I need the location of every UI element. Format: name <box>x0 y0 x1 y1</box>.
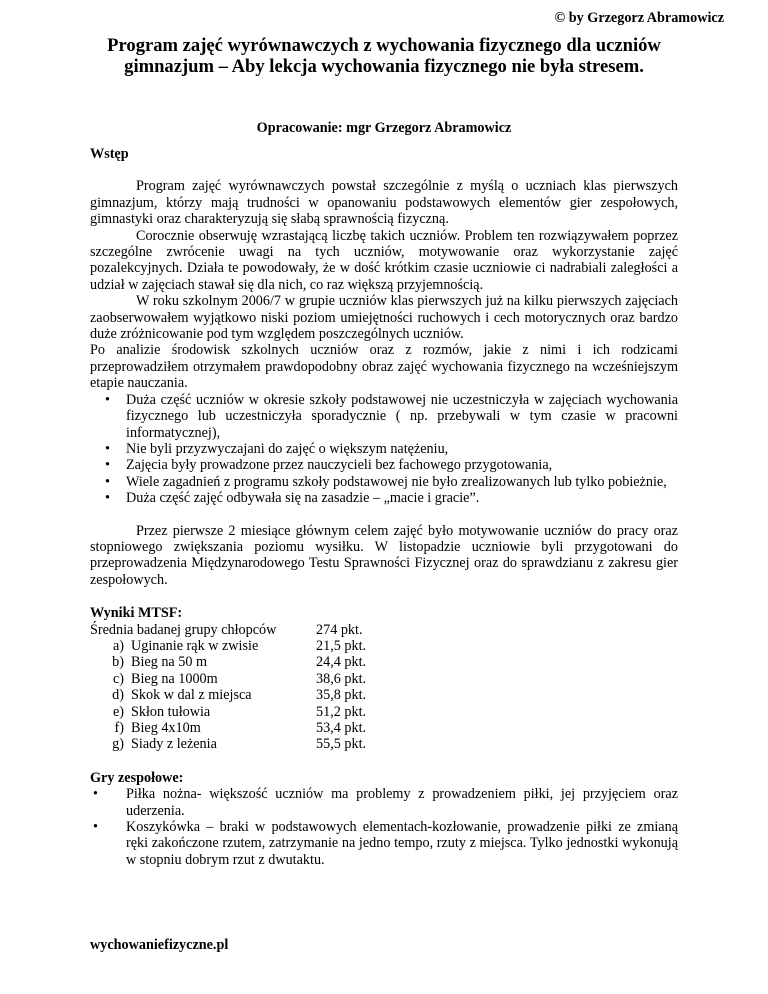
list-item: • Zajęcia były prowadzone przez nauczycieli bez fachowego przygotowania, <box>105 457 553 474</box>
intro-paragraph: Program zajęć wyrównawczych powstał szczególnie z myślą o uczniach klas pierwszych gimnazjum, którzy mają trudności w opanowaniu podstawowych elementów gier zespołowych, gimnastyki oraz charakteryzują się słabą sprawnością fizyczną. <box>90 178 678 228</box>
analysis-paragraph: Po analizie środowisk szkolnych uczniów oraz z rozmów, jakie z nimi i ich rodzicami przeprowadziłem otrzymałem prawdopodobny obraz zajęć wychowania fizycznego na wcześniejszym etapie nauczania. <box>90 342 678 392</box>
bullet-icon: • <box>105 440 110 457</box>
table-row: f) Bieg 4x10m <box>114 719 201 736</box>
intro-paragraph: Corocznie obserwuję wzrastającą liczbę takich uczniów. Problem ten rozwiązywałem poprzez szczególne zwrócenie uwagi na tych uczniów, motywowanie oraz wykorzystanie zajęć pozalekcyjnych. Działa te powodowały, że w dość krótkim czasie uczniowie ci nadrabiali zaległości a udział w zajęciach stawał się dla nich, co raz większą przyjemnością. <box>90 227 678 293</box>
document-title <box>90 36 678 77</box>
result-value: 24,4 pkt. <box>316 654 367 671</box>
bullet-icon: • <box>105 457 110 474</box>
result-value: 55,5 pkt. <box>316 736 367 753</box>
bullet-icon: • <box>105 473 110 490</box>
intro-bullet-list <box>90 392 678 507</box>
result-value: 21,5 pkt. <box>316 637 367 654</box>
result-value: 38,6 pkt. <box>316 670 367 687</box>
table-row: d) Skok w dal z miejsca <box>112 687 252 704</box>
list-item: • Koszykówka – braki w podstawowych elementach-kozłowanie, prowadzenie piłki ze zmianą ręki zakończone rzutem, zatrzymanie na jedno tempo, rzuty z miejsca. Tylko jednostki wykonują w stopniu dobrym rzut z dwutaktu. <box>93 818 678 868</box>
list-item: • Wiele zagadnień z programu szkoły podstawowej nie było zrealizowanych lub tylko pobieżnie, <box>105 473 667 490</box>
list-item: • Piłka nożna- większość uczniów ma problemy z prowadzeniem piłki, jej przyjęciem oraz uderzenia. <box>93 786 678 819</box>
results-section <box>90 605 678 753</box>
title-line-2: gimnazjum – Aby lekcja wychowania fizycznego nie była stresem. <box>124 55 644 77</box>
team-games-heading: Gry zespołowe: <box>90 769 184 786</box>
team-games-section <box>90 770 678 868</box>
intro-paragraph: W roku szkolnym 2006/7 w grupie uczniów klas pierwszych już na kilku pierwszych zajęciach zaobserwowałem wyjątkowo niski poziom umiejętności ruchowych i cech motorycznych oraz bardzo duże zróżnicowanie pod tym względem poszczególnych uczniów. <box>90 293 678 343</box>
list-item: • Duża część zajęć odbywała się na zasadzie – „macie i gracie”. <box>105 490 480 507</box>
list-item: • Nie byli przyzwyczajani do zajęć o większym natężeniu, <box>105 440 449 457</box>
table-row: e) Skłon tułowia <box>112 703 211 720</box>
results-names-column <box>90 622 316 753</box>
result-value: 53,4 pkt. <box>316 719 367 736</box>
results-values-column <box>316 622 366 753</box>
result-value: 51,2 pkt. <box>316 703 367 720</box>
table-row: a) Uginanie rąk w zwisie <box>112 637 259 654</box>
bullet-icon: • <box>93 786 98 803</box>
results-heading: Wyniki MTSF: <box>90 605 183 622</box>
results-average-value: 274 pkt. <box>316 621 363 638</box>
motivation-paragraph: Przez pierwsze 2 miesiące głównym celem zajęć było motywowanie uczniów do pracy oraz stopniowego zwiększania poziomu wysiłku. W listopadzie uczniowie byli przygotowani do przeprowadzenia Międzynarodowego Testu Sprawności Fizycznej oraz do sprawdzianu z zakresu gier zespołowych. <box>90 522 678 588</box>
table-row: b) Bieg na 50 m <box>112 654 208 671</box>
author-line: Opracowanie: mgr Grzegorz Abramowicz <box>256 120 512 136</box>
table-row: c) Bieg na 1000m <box>112 670 218 687</box>
title-line-1: Program zajęć wyrównawczych z wychowania fizycznego dla uczniów <box>107 35 661 56</box>
list-item: • Duża część uczniów w okresie szkoły podstawowej nie uczestniczyła w zajęciach wychowania fizycznego lub uczestniczyła sporadycznie ( np. przebywali w tym czasie w pracowni informatycznej), <box>105 391 678 441</box>
intro-section <box>90 178 678 506</box>
copyright-notice: © by Grzegorz Abramowicz <box>554 10 724 26</box>
section-heading-intro: Wstęp <box>90 146 129 162</box>
bullet-icon: • <box>105 490 110 507</box>
table-row: g) Siady z leżenia <box>112 736 217 753</box>
bullet-icon: • <box>105 391 110 408</box>
bullet-icon: • <box>93 818 98 835</box>
footer-site-name: wychowaniefizyczne.pl <box>90 937 229 953</box>
document-body <box>90 146 678 868</box>
team-games-list <box>90 786 678 868</box>
results-table <box>90 622 678 753</box>
result-value: 35,8 pkt. <box>316 687 367 704</box>
results-average-label: Średnia badanej grupy chłopców <box>90 621 277 638</box>
